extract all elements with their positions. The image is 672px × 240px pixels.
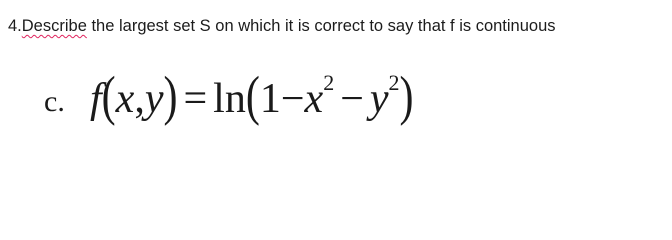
formula-var-x: x: [115, 76, 135, 122]
formula-var-y: y: [144, 76, 164, 122]
formula-comma: ,: [134, 76, 145, 122]
formula-minus-1: −: [280, 76, 305, 122]
formula-function-name: f: [90, 76, 102, 122]
formula-y-exponent: 2: [388, 70, 400, 95]
part-label: c.: [44, 85, 65, 118]
formula: [90, 67, 414, 128]
formula-one: 1: [259, 76, 281, 122]
formula-left-paren: (: [101, 67, 116, 128]
formula-ln-right-paren: ): [399, 67, 414, 128]
formula-x-exponent: 2: [323, 70, 335, 95]
question-number: 4.: [8, 17, 22, 35]
formula-ln: ln: [213, 76, 246, 122]
question-text: [8, 16, 556, 36]
formula-x-term: x: [304, 76, 324, 122]
formula-right-paren: ): [163, 67, 178, 128]
spellcheck-word: Describe: [21, 17, 87, 35]
formula-minus-2: −: [340, 76, 364, 122]
question-body: the largest set S on which it is correct to say that f is continuous: [86, 17, 556, 35]
formula-y-term: y: [369, 76, 389, 122]
formula-equals: =: [183, 76, 208, 122]
formula-ln-left-paren: (: [245, 67, 260, 128]
